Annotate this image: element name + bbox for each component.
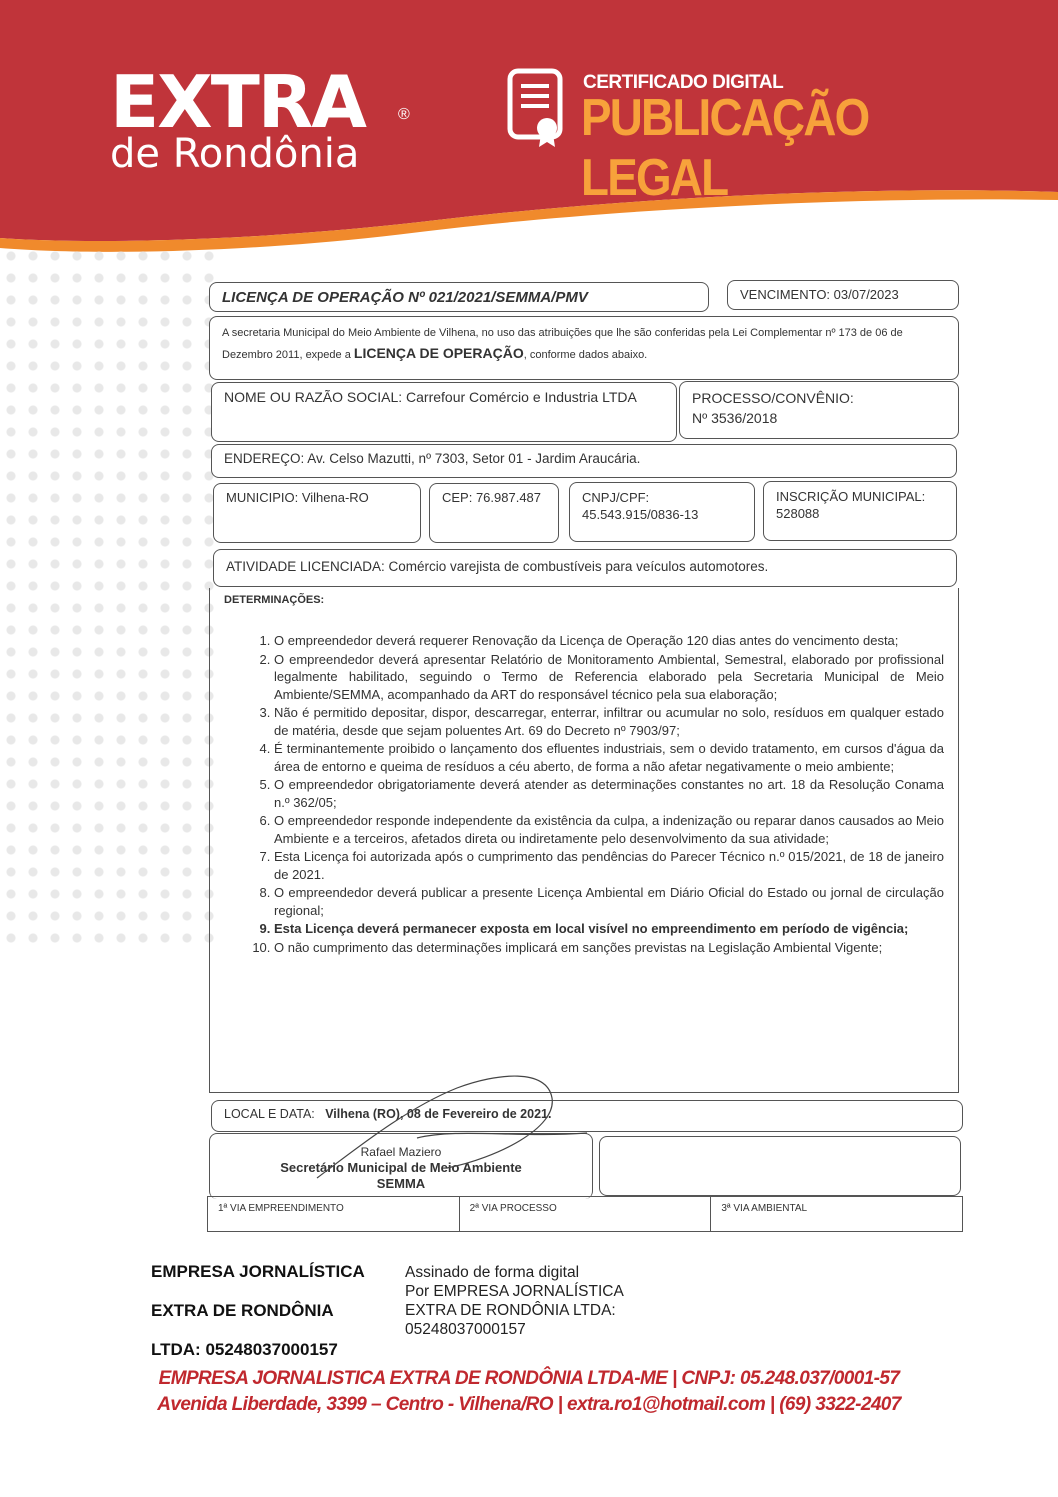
registration-value: 528088: [776, 506, 820, 521]
company-name: NOME OU RAZÃO SOCIAL: Carrefour Comércio e Industria LTDA: [211, 382, 677, 442]
company-line: LTDA: 05248037000157: [151, 1340, 338, 1359]
cert-large-label: PUBLICAÇÃO LEGAL: [581, 89, 869, 207]
signer-role: Secretário Municipal de Meio Ambiente: [280, 1160, 522, 1175]
licensed-activity: ATIVIDADE LICENCIADA: Comércio varejista de combustíveis para veículos automotores.: [213, 549, 957, 587]
copy-2: 2ª VIA PROCESSO: [460, 1197, 712, 1231]
signer-org: SEMMA: [376, 1176, 426, 1191]
certificate-document-icon: [507, 68, 571, 148]
process-value: Nº 3536/2018: [692, 410, 778, 426]
copy-1: 1ª VIA EMPREENDIMENTO: [208, 1197, 460, 1231]
footer-company-info: EMPRESA JORNALISTICA EXTRA DE RONDÔNIA LTDA-ME | CNPJ: 05.248.037/0001-57: [158, 1368, 900, 1389]
cnpj-label: CNPJ/CPF:: [582, 490, 650, 505]
determination-item: 8. O empreendedor deverá publicar a presente Licença Ambiental em Diário Oficial do Estado ou jornal de circulação regional;: [274, 884, 944, 919]
address: ENDEREÇO: Av. Celso Mazutti, nº 7303, Setor 01 - Jardim Araucária.: [211, 444, 957, 478]
determination-item: 1. O empreendedor deverá requerer Renovação da Licença de Operação 120 dias antes do vencimento desta;: [274, 632, 944, 650]
intro-end: , conforme dados abaixo.: [523, 349, 648, 361]
company-line: EMPRESA JORNALÍSTICA: [151, 1262, 365, 1281]
copy-3: 3ª VIA AMBIENTAL: [721, 1203, 808, 1214]
signer-name: Rafael Maziero: [360, 1145, 442, 1159]
license-title: LICENÇA DE OPERAÇÃO Nº 021/2021/SEMMA/PMV: [209, 282, 709, 312]
cnpj: [569, 482, 755, 542]
determination-item: 2. O empreendedor deverá apresentar Relatório de Monitoramento Ambiental, Semestral, elaborado por profissional legalmente habilitado, seguindo o Termo de Referencia elaborado pela Secretaria Municipal de Meio Ambiente/SEMMA, acompanhado da ART do responsável técnico pela sua elaboração;: [274, 651, 944, 704]
signed-line: Por EMPRESA JORNALÍSTICA: [405, 1283, 624, 1300]
determination-item: 5. O empreendedor obrigatoriamente deverá atender as determinações constantes no art. 18 da Resolução Conama n.º 362/05;: [274, 776, 944, 811]
place-label: LOCAL E DATA:: [224, 1107, 315, 1121]
copies-row: [207, 1196, 963, 1232]
cnpj-value: 45.543.915/0836-13: [582, 507, 699, 522]
determination-item: 3. Não é permitido depositar, dispor, descarregar, enterrar, infiltrar ou acumular no solo, resíduos em qualquer estado de matéria, desde que sejam poluentes Art. 69 do Decreto nº 7903/97;: [274, 704, 944, 739]
determination-item: 10. O não cumprimento das determinações implicará em sanções previstas na Legislação Ambiental Vigente;: [274, 939, 944, 957]
license-document: [207, 278, 963, 1236]
determination-item: 6. O empreendedor responde independente da existência da culpa, a indenização ou reparar danos causados ao Meio Ambiente e a terceiros, afetados direta ou indiretamente pelo desenvolvimento da sua atividade;: [274, 812, 944, 847]
determination-item: 7. Esta Licença foi autorizada após o cumprimento das pendências do Parecer Técnico n.º 015/2021, de 18 de janeiro de 2021.: [274, 848, 944, 883]
signer-company: [151, 1252, 365, 1369]
registered-mark: ®: [398, 106, 410, 123]
header-banner: [0, 0, 1058, 250]
brand-main: EXTRA: [110, 60, 365, 144]
certificate-badge: [507, 68, 977, 207]
intro-bold: LICENÇA DE OPERAÇÃO: [353, 345, 524, 361]
determination-item: 4. É terminantemente proibido o lançamento dos efluentes industriais, sem o devido tratamento, em cursos d'água da área de entorno e queima de resíduos a céu aberto, de forma a não afetar negativamente o meio ambiente;: [274, 740, 944, 775]
municipal-registration: [763, 481, 957, 541]
place-value: Vilhena (RO), 08 de Fevereiro de 2021.: [325, 1107, 552, 1121]
determination-item: 9. Esta Licença deverá permanecer exposta em local visível no empreendimento em período de vigência;: [274, 920, 944, 938]
process-label: PROCESSO/CONVÊNIO:: [692, 390, 854, 406]
company-line: EXTRA DE RONDÔNIA: [151, 1301, 334, 1320]
postal-code: CEP: 76.987.487: [429, 483, 559, 543]
signed-line: EXTRA DE RONDÔNIA LTDA:: [405, 1302, 616, 1319]
brand-sub: de Rondônia: [110, 131, 360, 177]
determinations-section: [209, 588, 959, 1093]
process-number: [679, 381, 959, 439]
municipality: MUNICIPIO: Vilhena-RO: [213, 483, 421, 543]
decorative-dots: [0, 245, 215, 945]
expiry-date: VENCIMENTO: 03/07/2023: [727, 280, 959, 310]
signed-line: Assinado de forma digital: [405, 1264, 580, 1281]
determinations-title: DETERMINAÇÕES:: [224, 594, 325, 606]
extra-logo: [110, 60, 410, 177]
registration-label: INSCRIÇÃO MUNICIPAL:: [776, 489, 926, 504]
intro-text: A secretaria Municipal do Meio Ambiente de Vilhena, no uso das atribuições que lhe são conferidas pela Lei Complementar nº 173 de 06 de Dezembro 2011, expede a: [222, 327, 903, 361]
signed-line: 05248037000157: [405, 1321, 526, 1338]
blank-box: [599, 1136, 961, 1196]
footer-contact-info: Avenida Liberdade, 3399 – Centro - Vilhena/RO | extra.ro1@hotmail.com | (69) 3322-2407: [157, 1394, 901, 1415]
digital-signature-note: [405, 1263, 624, 1339]
cert-small-label: CERTIFICADO DIGITAL: [583, 72, 784, 93]
handwritten-signature: [297, 1068, 597, 1188]
intro-paragraph: [209, 316, 959, 380]
